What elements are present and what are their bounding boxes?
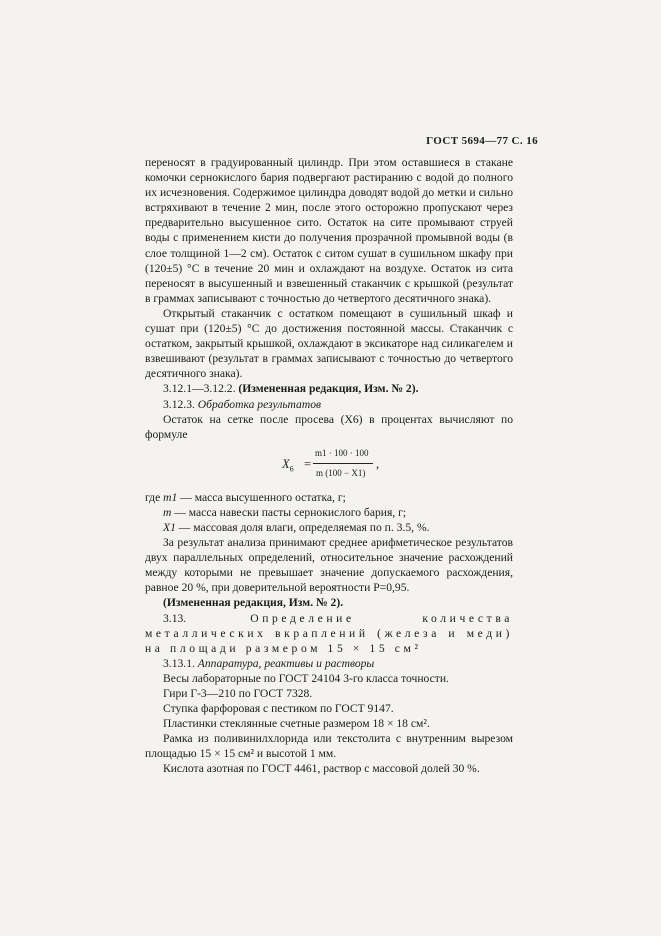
list-item: Рамка из поливинилхлорида или текстолита с внутренним вырезом площадью 15 × 15 см² и высотой 1 мм. — [145, 732, 513, 761]
section-title: Обработка результатов — [197, 397, 322, 411]
page-header: ГОСТ 5694—77 С. 16 — [426, 135, 538, 147]
formula-comma: , — [376, 456, 380, 471]
definition-item — [145, 520, 513, 535]
section-title: Определение количества металлических вкраплений (железа и меди) на площади размером 15 × 15 см² — [145, 611, 513, 655]
paragraph: Открытый стаканчик с остатком помещают в сушильный шкаф и сушат при (120±5) °С до достижения постоянной массы. Стаканчик с остатком, закрытый крышкой, охлаждают в эксикаторе над силикагелем и взвешивают (результат в граммах записывают с точностью до четвертого десятичного знака). — [145, 306, 513, 381]
amendment-text: (Измененная редакция, Изм. № 2). — [163, 596, 344, 610]
formula-numerator: m1 · 100 · 100 — [315, 447, 369, 458]
definition-symbol: X1 — [163, 520, 176, 534]
amendment-text: (Измененная редакция, Изм. № 2). — [238, 382, 419, 396]
formula-equals: = — [304, 456, 312, 471]
paragraph: переносят в градуированный цилиндр. При этом оставшиеся в стакане комочки сернокислого бария подвергают растиранию с водой до полного их исчезновения. Содержимое цилиндра доводят водой до метки и сильно встряхивают в течение 2 мин, после этого осторожно пропускают через предварительно высушенное сито. Остаток на сите промывают струей воды с применением кисти до получения прозрачной промывной воды (в слое толщиной 1—2 см). Остаток с ситом сушат в сушильном шкафу при (120±5) °С в течение 20 мин и охлаждают на воздухе. Остаток из сита переносят в высушенный и взвешенный стаканчик с крышкой (результат в граммах записывают с точностью до четвертого десятичного знака). — [145, 156, 513, 305]
definition-text: — масса высушенного остатка, г; — [180, 490, 346, 504]
paragraph: Остаток на сетке после просева (X6) в процентах вычисляют по формуле — [145, 412, 513, 441]
amendment-note — [145, 381, 513, 396]
definition-symbol: m — [163, 505, 172, 519]
section-heading — [145, 611, 513, 656]
paragraph: За результат анализа принимают среднее арифметическое результатов двух параллельных определений, относительное значение расхождений между которыми не превышает значение допускаемого расхождения, равное 20 %, при доверительной вероятности P=0,95. — [145, 536, 513, 595]
list-item: Весы лабораторные по ГОСТ 24104 3-го класса точности. — [163, 671, 449, 685]
clause-number: 3.13.1. — [163, 656, 195, 670]
list-item: Кислота азотная по ГОСТ 4461, раствор с массовой долей 30 %. — [163, 762, 480, 776]
formula-denominator: m (100 − X1) — [316, 467, 366, 478]
list-item: Гири Г-3—210 по ГОСТ 7328. — [163, 687, 313, 700]
clause-number: 3.12.1—3.12.2. — [163, 382, 236, 396]
document-body — [145, 155, 513, 777]
list-item: Пластинки стеклянные счетные размером 18 × 18 см². — [163, 717, 430, 731]
formula-lhs: $X_6$ — [282, 456, 294, 474]
formula — [145, 444, 513, 490]
definition-text: — масса навески пасты сернокислого бария, г; — [174, 505, 407, 519]
section-heading — [145, 397, 513, 412]
section-heading — [145, 656, 513, 671]
section-title: Аппаратура, реактивы и растворы — [197, 656, 375, 670]
clause-number: 3.13. — [163, 611, 187, 625]
definition-item: где m1 — масса высушенного остатка, г; — [145, 490, 346, 504]
definition-text: — массовая доля влаги, определяемая по п. 3.5, %. — [178, 520, 430, 534]
list-item: Ступка фарфоровая с пестиком по ГОСТ 9147. — [163, 702, 394, 716]
definition-symbol: m1 — [163, 490, 178, 504]
definition-item — [145, 505, 513, 520]
clause-number: 3.12.3. — [163, 397, 195, 411]
fraction-bar — [313, 463, 373, 464]
